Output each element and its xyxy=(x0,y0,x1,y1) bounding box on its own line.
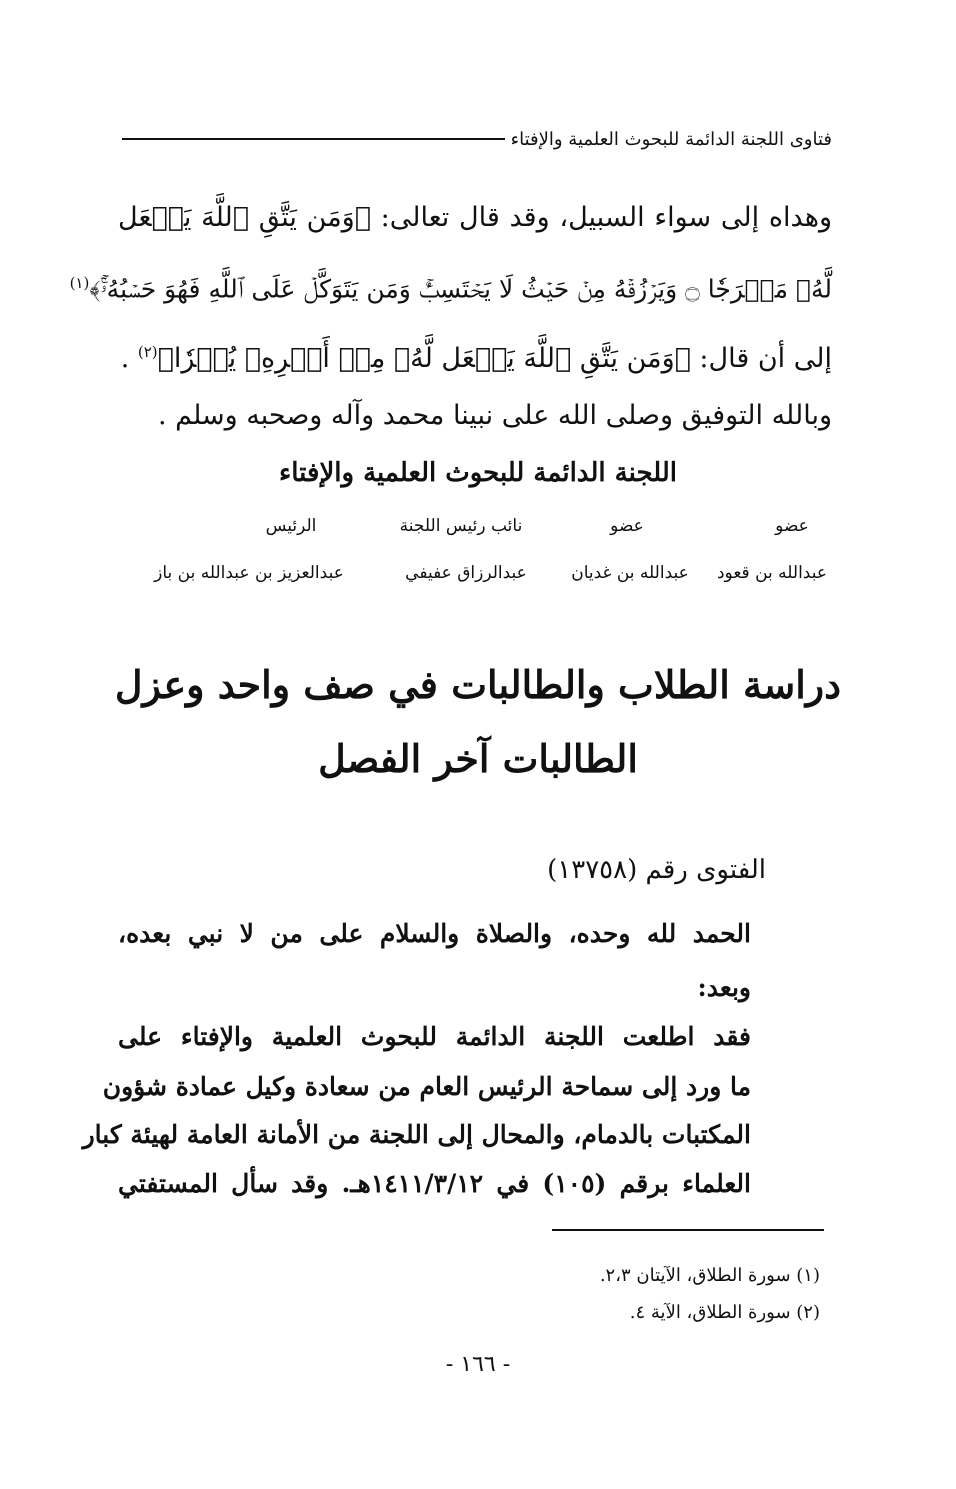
page-number: - ١٦٦ - xyxy=(445,1352,511,1377)
footnote-ref-2: (٢) xyxy=(137,343,158,361)
fatwa-number: الفتوى رقم (١٣٧٥٨) xyxy=(547,855,766,885)
body-line: وبعد: xyxy=(697,973,751,1002)
body-line: المكتبات بالدمام، والمحال إلى اللجنة من الأمانة العامة لهيئة كبار xyxy=(82,1120,751,1149)
body-line: الحمد لله وحده، والصلاة والسلام على من لا نبي بعده، xyxy=(118,919,751,948)
signature-name: عبدالله بن غديان xyxy=(571,563,689,583)
signature-name: عبدالعزيز بن عبدالله بن باز xyxy=(154,563,344,583)
footnote-ref-1: (١) xyxy=(69,274,90,292)
section-title-line-2: الطالبات آخر الفصل xyxy=(318,736,638,781)
intro-line-3: إلى أن قال: ﴿وَمَن يَتَّقِ ٱللَّهَ يَجۡعَل لَّهُۥ مِنۡ أَمۡرِهِۦ يُسۡرٗا﴾$^{(٢)}$ . xyxy=(120,343,832,374)
header-rule xyxy=(122,138,505,140)
page-header xyxy=(122,124,832,154)
body-line: فقد اطلعت اللجنة الدائمة للبحوث العلمية والإفتاء على xyxy=(118,1022,751,1051)
committee-name: اللجنة الدائمة للبحوث العلمية والإفتاء xyxy=(279,458,677,488)
intro-line-1: وهداه إلى سواء السبيل، وقد قال تعالى: ﴿وَمَن يَتَّقِ ٱللَّهَ يَجۡعَل xyxy=(118,202,832,233)
footnote: (١) سورة الطلاق، الآيتان ٢،٣. xyxy=(599,1265,820,1286)
intro-line-2: لَّهُۥ مَخۡرَجٗا ۝ وَيَرۡزُقۡهُ مِنۡ حَيۡثُ لَا يَحۡتَسِبُۚ وَمَن يَتَوَكَّلۡ عَلَى ٱللَّهِ فَهُوَ حَسۡبُهُۥٓۚ﴾$^{(١)}$ xyxy=(69,274,832,304)
running-head: فتاوى اللجنة الدائمة للبحوث العلمية والإفتاء xyxy=(510,128,832,150)
signature-role: عضو xyxy=(775,516,809,536)
footnote: (٢) سورة الطلاق، الآية ٤. xyxy=(629,1302,820,1323)
footnote-rule xyxy=(552,1229,824,1231)
body-line: العلماء برقم (١٠٥) في ١٤١١/٣/١٢هـ. وقد سأل المستفتي xyxy=(118,1169,751,1198)
body-line: ما ورد إلى سماحة الرئيس العام من سعادة وكيل عمادة شؤون xyxy=(102,1072,751,1101)
signature-name: عبدالرزاق عفيفي xyxy=(405,563,527,583)
closing-line: وبالله التوفيق وصلى الله على نبينا محمد وآله وصحبه وسلم . xyxy=(157,400,832,431)
section-title-line-1: دراسة الطلاب والطالبات في صف واحد وعزل xyxy=(114,662,842,707)
signature-role: عضو xyxy=(610,516,644,536)
signature-role: الرئيس xyxy=(265,516,317,536)
signature-role: نائب رئيس اللجنة xyxy=(399,516,523,536)
signature-name: عبدالله بن قعود xyxy=(716,563,827,583)
